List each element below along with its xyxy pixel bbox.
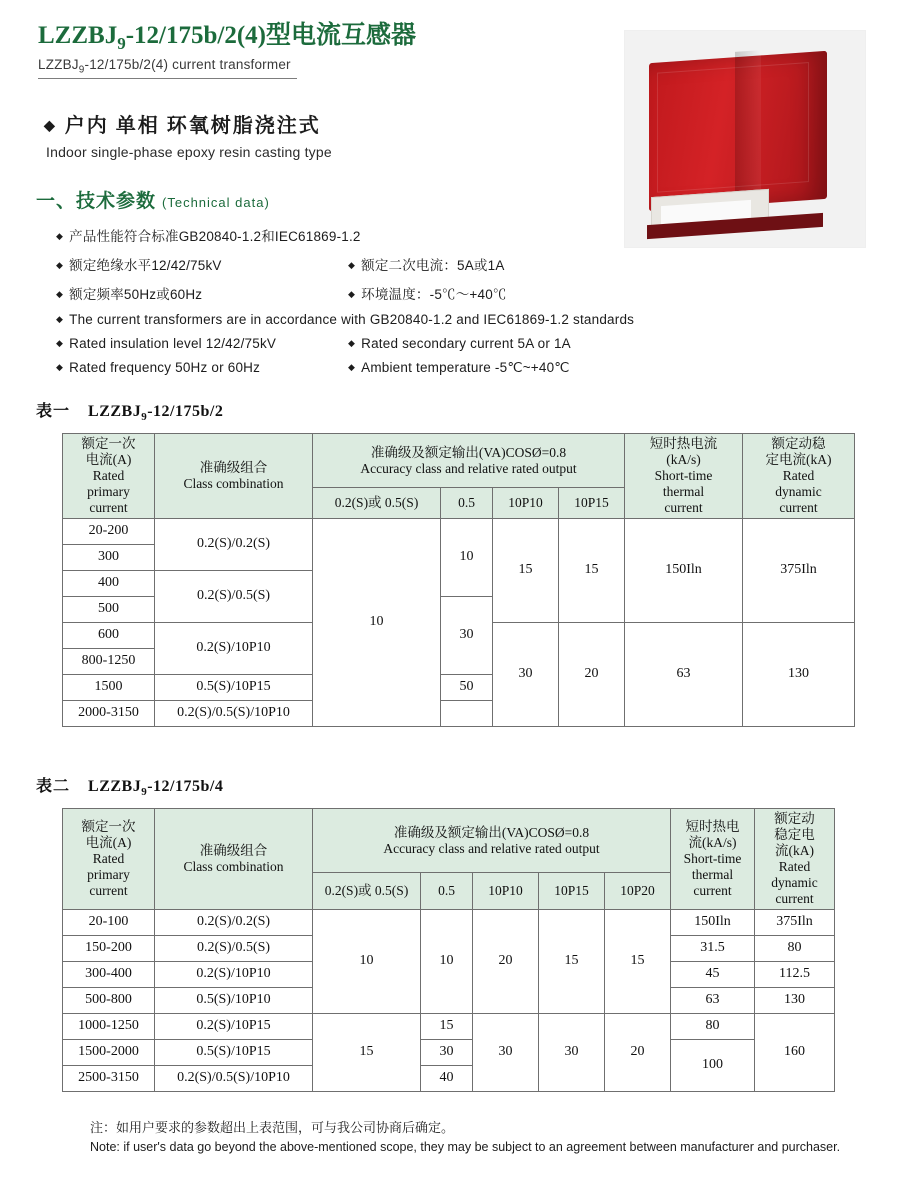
th-rated-dynamic: 额定动 稳定电 流(kA) Rated dynamic current: [755, 809, 835, 910]
diamond-bullet-icon: ◆: [56, 231, 64, 242]
spec-item-text: The current transformers are in accordance with GB20840-1.2 and IEC61869-1.2 standards: [69, 312, 635, 328]
table-row: 20-200: [63, 519, 155, 545]
cell-class-comb: 0.2(S)/0.5(S)/10P10: [155, 1065, 313, 1091]
th-col-10p15: 10P15: [559, 488, 625, 519]
table-row: 300-400: [63, 961, 155, 987]
page-title-subscript: 9: [117, 34, 126, 53]
spec-item: [56, 336, 348, 351]
spec-item-text: Ambient temperature -5℃~+40℃: [361, 360, 570, 376]
photo-transformer-ridge: [735, 50, 761, 212]
spec-item: [56, 312, 634, 327]
cell-class-comb: 0.2(S)/10P10: [155, 961, 313, 987]
diamond-bullet-icon: ◆: [348, 260, 356, 271]
spec-item: [348, 254, 505, 274]
cell-col-05: 10: [421, 909, 473, 1013]
cell-thermal: 150Iln: [671, 909, 755, 935]
spec-item: [348, 283, 507, 303]
page-subtitle-suffix: -12/175b/2(4) current transformer: [84, 56, 291, 72]
table-spec-175b-4: [62, 808, 835, 1092]
cell-thermal: 100: [671, 1039, 755, 1091]
table-spec-175b-2: [62, 433, 855, 727]
table2-label-text: 表二: [36, 778, 71, 796]
table1-model-subscript: 9: [141, 411, 148, 424]
spec-item: [56, 225, 408, 245]
diamond-bullet-icon: ◆: [348, 289, 356, 300]
cell-dynamic: 80: [755, 935, 835, 961]
table-row: 500-800: [63, 987, 155, 1013]
spec-row: [56, 254, 866, 274]
diamond-bullet-icon: ◆: [348, 338, 356, 349]
spec-row: [56, 283, 866, 303]
table-row: 1500: [63, 675, 155, 701]
spec-item-text: Rated frequency 50Hz or 60Hz: [69, 360, 261, 376]
page-subtitle-prefix: LZZBJ: [38, 56, 79, 72]
spec-row: [56, 360, 866, 376]
cell-dynamic: 375Iln: [755, 909, 835, 935]
cell-col-10p10: 20: [473, 909, 539, 1013]
th-class-combination: 准确级组合 Class combination: [155, 809, 313, 910]
spec-item: [56, 283, 348, 303]
table-row: 2000-3150: [63, 701, 155, 727]
product-photo: [624, 30, 866, 248]
th-col-10p10: 10P10: [473, 873, 539, 909]
cell-dynamic: 375Iln: [743, 519, 855, 623]
cell-thermal: 63: [671, 987, 755, 1013]
cell-thermal: 31.5: [671, 935, 755, 961]
th-accuracy-output: 准确级及额定输出(VA)COSØ=0.8 Accuracy class and relative rated output: [313, 434, 625, 488]
cell-col-05: [441, 701, 493, 727]
table2-model: [88, 778, 224, 799]
cell-col-10p15: 30: [539, 1013, 605, 1091]
section-title-en: (Technical data): [162, 195, 270, 211]
spec-item: [56, 254, 348, 274]
cell-class-comb: 0.5(S)/10P15: [155, 675, 313, 701]
th-short-time-thermal: 短时热电流 (kA/s) Short-time thermal current: [625, 434, 743, 519]
spec-item-text: 额定二次电流：5A或1A: [361, 258, 505, 274]
cell-col-05: 40: [421, 1065, 473, 1091]
page-title-suffix: -12/175b/2(4)型电流互感器: [125, 22, 416, 49]
diamond-bullet-icon: ◆: [56, 314, 64, 325]
table2-model-suffix: -12/175b/4: [147, 778, 224, 796]
lead-title-cn-text: 户内 单相 环氧树脂浇注式: [64, 115, 321, 138]
spec-item: [56, 360, 348, 375]
table1-model-prefix: LZZBJ: [88, 403, 142, 421]
table-row: 1000-1250: [63, 1013, 155, 1039]
cell-dynamic: 160: [755, 1013, 835, 1091]
table-row: 1500-2000: [63, 1039, 155, 1065]
cell-col-05: 30: [421, 1039, 473, 1065]
cell-col-10p20: 15: [605, 909, 671, 1013]
th-col-10p15: 10P15: [539, 873, 605, 909]
cell-col-05: 50: [441, 675, 493, 701]
cell-col-05: 15: [421, 1013, 473, 1039]
diamond-bullet-icon: ◆: [348, 362, 356, 373]
th-col-10p20: 10P20: [605, 873, 671, 909]
spec-item: [348, 360, 570, 376]
spec-item-text: Rated secondary current 5A or 1A: [361, 336, 571, 352]
spec-item-text: 环境温度：-5℃～+40℃: [361, 287, 507, 303]
footnote: [90, 1118, 866, 1158]
cell-dynamic: 130: [755, 987, 835, 1013]
cell-class-comb: 0.5(S)/10P15: [155, 1039, 313, 1065]
table-row: 800-1250: [63, 649, 155, 675]
th-accuracy-output: 准确级及额定输出(VA)COSØ=0.8 Accuracy class and relative rated output: [313, 809, 671, 873]
spec-row: [56, 312, 866, 327]
spec-row: [56, 336, 866, 351]
lead-title-en: Indoor single-phase epoxy resin casting type: [46, 144, 332, 161]
cell-thermal: 63: [625, 623, 743, 727]
table2-model-prefix: LZZBJ: [88, 778, 142, 796]
table1-model-suffix: -12/175b/2: [147, 403, 224, 421]
th-class-combination: 准确级组合 Class combination: [155, 434, 313, 519]
diamond-bullet-icon: ◆: [56, 362, 64, 373]
diamond-bullet-icon: ◆: [56, 289, 64, 300]
cell-dynamic: 112.5: [755, 961, 835, 987]
table-row: 2500-3150: [63, 1065, 155, 1091]
th-primary-current: 额定一次 电流(A) Rated primary current: [63, 809, 155, 910]
cell-class-comb: 0.2(S)/0.2(S): [155, 519, 313, 571]
page-title-prefix: LZZBJ: [38, 22, 118, 49]
diamond-bullet-icon: ◆: [44, 119, 57, 135]
cell-thermal: 45: [671, 961, 755, 987]
table2-model-subscript: 9: [141, 786, 148, 799]
cell-col-10p20: 20: [605, 1013, 671, 1091]
table1-label: [36, 398, 866, 423]
cell-col-10p10: 30: [473, 1013, 539, 1091]
cell-col-10p15: 20: [559, 623, 625, 727]
cell-thermal: 80: [671, 1013, 755, 1039]
cell-thermal: 150Iln: [625, 519, 743, 623]
table1-model: [88, 403, 224, 424]
cell-col-10p15: 15: [559, 519, 625, 623]
page-subtitle-subscript: 9: [78, 64, 85, 76]
cell-col-10p15: 15: [539, 909, 605, 1013]
cell-class-comb: 0.2(S)/0.5(S)/10P10: [155, 701, 313, 727]
diamond-bullet-icon: ◆: [56, 338, 64, 349]
th-short-time-thermal: 短时热电 流(kA/s) Short-time thermal current: [671, 809, 755, 910]
table-row: 400: [63, 571, 155, 597]
th-col-05: 0.5: [441, 488, 493, 519]
diamond-bullet-icon: ◆: [56, 260, 64, 271]
table-row: 20-100: [63, 909, 155, 935]
table-row: 300: [63, 545, 155, 571]
table-row: 150-200: [63, 935, 155, 961]
th-primary-current: 额定一次 电流(A) Rated primary current: [63, 434, 155, 519]
cell-col-05: 10: [441, 519, 493, 597]
cell-class-comb: 0.2(S)/0.5(S): [155, 571, 313, 623]
section-title-cn: 一、技术参数: [36, 191, 157, 213]
table-row: 600: [63, 623, 155, 649]
cell-class-comb: 0.2(S)/10P10: [155, 623, 313, 675]
cell-col-10p10: 30: [493, 623, 559, 727]
spec-item-text: 产品性能符合标准GB20840-1.2和IEC61869-1.2: [69, 229, 361, 245]
spec-item-text: Rated insulation level 12/42/75kV: [69, 336, 277, 352]
table-row: 500: [63, 597, 155, 623]
th-col-02-05: 0.2(S)或 0.5(S): [313, 488, 441, 519]
table1-label-text: 表一: [36, 403, 71, 421]
cell-col-02-05: 10: [313, 519, 441, 727]
cell-dynamic: 130: [743, 623, 855, 727]
cell-col-10p10: 15: [493, 519, 559, 623]
spec-item: [348, 336, 571, 351]
cell-class-comb: 0.2(S)/0.2(S): [155, 909, 313, 935]
th-rated-dynamic: 额定动稳 定电流(kA) Rated dynamic current: [743, 434, 855, 519]
spec-item-text: 额定频率50Hz或60Hz: [69, 287, 203, 303]
cell-col-05: 30: [441, 597, 493, 675]
cell-col-02-05: 15: [313, 1013, 421, 1091]
cell-class-comb: 0.5(S)/10P10: [155, 987, 313, 1013]
cell-col-02-05: 10: [313, 909, 421, 1013]
th-col-10p10: 10P10: [493, 488, 559, 519]
th-col-02-05: 0.2(S)或 0.5(S): [313, 873, 421, 909]
page-subtitle: [38, 57, 297, 80]
cell-class-comb: 0.2(S)/0.5(S): [155, 935, 313, 961]
footnote-en: Note: if user's data go beyond the above-mentioned scope, they may be subject to an agreement between manufacturer and purchaser.: [90, 1139, 841, 1154]
spec-item-text: 额定绝缘水平12/42/75kV: [69, 258, 222, 274]
th-col-05: 0.5: [421, 873, 473, 909]
table2-label: [36, 773, 866, 798]
footnote-cn: 注：如用户要求的参数超出上表范围，可与我公司协商后确定。: [90, 1119, 455, 1135]
cell-class-comb: 0.2(S)/10P15: [155, 1013, 313, 1039]
